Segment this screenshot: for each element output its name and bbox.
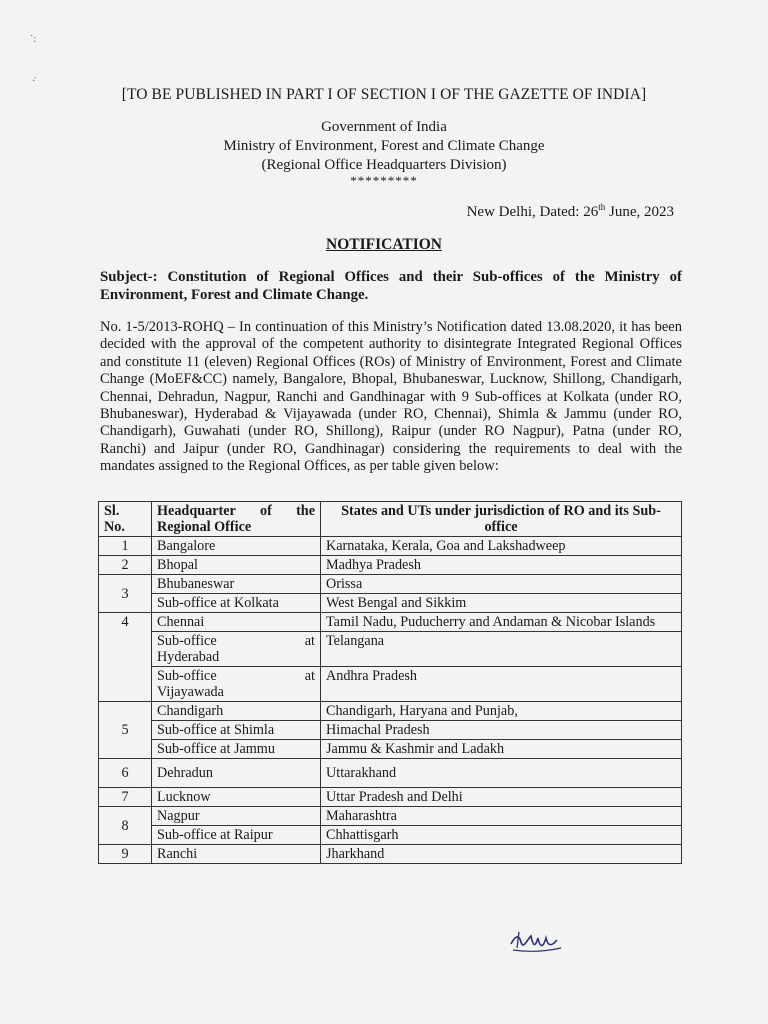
header-hq-word1: Headquarter	[157, 503, 236, 519]
row-sl: 4	[99, 613, 152, 702]
table-row	[99, 788, 682, 807]
separator-stars: *********	[350, 173, 418, 188]
table-row	[99, 759, 682, 788]
row-states: Karnataka, Kerala, Goa and Lakshadweep	[321, 537, 682, 556]
table-row	[99, 632, 682, 667]
row-sl: 9	[99, 845, 152, 864]
row-sl: 8	[99, 807, 152, 845]
row-sl: 1	[99, 537, 152, 556]
row-hq: Nagpur	[152, 807, 321, 826]
row-hq: Ranchi	[152, 845, 321, 864]
table-row	[99, 667, 682, 702]
table-row	[99, 826, 682, 845]
row-sl: 5	[99, 702, 152, 759]
ministry-name: Ministry of Environment, Forest and Climate Change	[223, 138, 545, 154]
notification-body: No. 1-5/2013-ROHQ – In continuation of this Ministry’s Notification dated 13.08.2020, it has been decided with the approval of the competent authority to disintegrate Integrated Regional Offices and constitute 11 (eleven) Regional Offices (ROs) of Ministry of Environment, Forest and Climate Change (MoEF&CC) namely, Bangalore, Bhopal, Bhubaneswar, Lucknow, Shillong, Chandigarh, Chennai, Dehradun, Nagpur, Ranchi and Gandhinagar with 9 Sub-offices at Kolkata (under RO, Bhubaneswar), Hyderabad & Vijayawada (under RO, Chennai), Shimla & Jammu (under RO, Chandigarh), Guwahati (under RO, Shillong), Raipur (under RO Nagpur), Patna (under RO, Ranchi) and Jaipur (under RO, Gandhinagar) considering the requirements to deal with the mandates assigned to the Regional Offices, as per table given below:	[100, 319, 682, 475]
row-states: Telangana	[321, 632, 682, 667]
row-sl: 2	[99, 556, 152, 575]
date-prefix: New Delhi, Dated: 26	[466, 204, 599, 220]
notification-title: NOTIFICATION	[326, 236, 442, 253]
row-states: Maharashtra	[321, 807, 682, 826]
gazette-line: [TO BE PUBLISHED IN PART I OF SECTION I OF THE GAZETTE OF INDIA]	[121, 86, 647, 103]
row-hq-line1	[157, 633, 315, 649]
table-row	[99, 807, 682, 826]
row-hq: Chandigarh	[152, 702, 321, 721]
table-row	[99, 702, 682, 721]
row-states: Chandigarh, Haryana and Punjab,	[321, 702, 682, 721]
date-month-year: June, 2023	[605, 204, 674, 220]
header-sl-line2: No.	[104, 519, 125, 535]
row-hq-line2: Hyderabad	[157, 649, 220, 665]
row-hq-line2: Vijayawada	[157, 684, 224, 700]
row-sl: 6	[99, 759, 152, 788]
subject-line: Subject-: Constitution of Regional Offices and their Sub-offices of the Ministry of Environment, Forest and Climate Change.	[100, 269, 682, 303]
header-hq-word3: the	[296, 503, 315, 519]
table-row	[99, 740, 682, 759]
signature-initials-icon	[505, 922, 565, 962]
header-hq-word2: of	[260, 503, 272, 519]
table-row	[99, 845, 682, 864]
row-hq: Bhubaneswar	[152, 575, 321, 594]
row-sl: 3	[99, 575, 152, 613]
date-suffix-ordinal: th	[598, 202, 606, 212]
row-hq: Sub-office at Raipur	[152, 826, 321, 845]
table-row	[99, 721, 682, 740]
row-hq-word1: Sub-office	[157, 668, 217, 684]
margin-mark-icon: ·̇	[32, 76, 36, 87]
regional-offices-table	[98, 501, 682, 864]
row-hq: Bangalore	[152, 537, 321, 556]
row-hq: Dehradun	[152, 759, 321, 788]
row-states: Uttar Pradesh and Delhi	[321, 788, 682, 807]
row-states: Jammu & Kashmir and Ladakh	[321, 740, 682, 759]
table-row	[99, 613, 682, 632]
row-states: Himachal Pradesh	[321, 721, 682, 740]
row-hq: Sub-office at Jammu	[152, 740, 321, 759]
row-hq-word1: Sub-office	[157, 633, 217, 649]
row-states: Chhattisgarh	[321, 826, 682, 845]
division-name: (Regional Office Headquarters Division)	[261, 157, 507, 173]
row-sl: 7	[99, 788, 152, 807]
row-hq: Sub-office at Shimla	[152, 721, 321, 740]
row-hq-word2: at	[304, 633, 315, 649]
row-hq	[152, 632, 321, 667]
row-hq-line1	[157, 668, 315, 684]
date-line	[467, 202, 674, 221]
row-states: Tamil Nadu, Puducherry and Andaman & Nicobar Islands	[321, 613, 682, 632]
table-row	[99, 556, 682, 575]
row-hq: Lucknow	[152, 788, 321, 807]
table-row	[99, 594, 682, 613]
row-states: Uttarakhand	[321, 759, 682, 788]
header-hq-line1	[157, 503, 315, 519]
row-hq	[152, 667, 321, 702]
table-row	[99, 537, 682, 556]
header-headquarter	[152, 502, 321, 537]
margin-mark-icon: ˙:	[30, 34, 37, 45]
issuing-authority	[0, 118, 768, 187]
header-sl-no	[99, 502, 152, 537]
table-row	[99, 575, 682, 594]
row-states: Orissa	[321, 575, 682, 594]
row-hq: Sub-office at Kolkata	[152, 594, 321, 613]
row-hq-word2: at	[304, 668, 315, 684]
header-states: States and UTs under jurisdiction of RO and its Sub-office	[321, 502, 682, 537]
row-hq: Bhopal	[152, 556, 321, 575]
row-states: West Bengal and Sikkim	[321, 594, 682, 613]
row-states: Madhya Pradesh	[321, 556, 682, 575]
header-sl-line1: Sl.	[104, 503, 120, 519]
row-states: Andhra Pradesh	[321, 667, 682, 702]
row-hq: Chennai	[152, 613, 321, 632]
government-name: Government of India	[321, 119, 447, 135]
row-states: Jharkhand	[321, 845, 682, 864]
header-hq-line2: Regional Office	[157, 519, 252, 535]
table-header-row	[99, 502, 682, 537]
